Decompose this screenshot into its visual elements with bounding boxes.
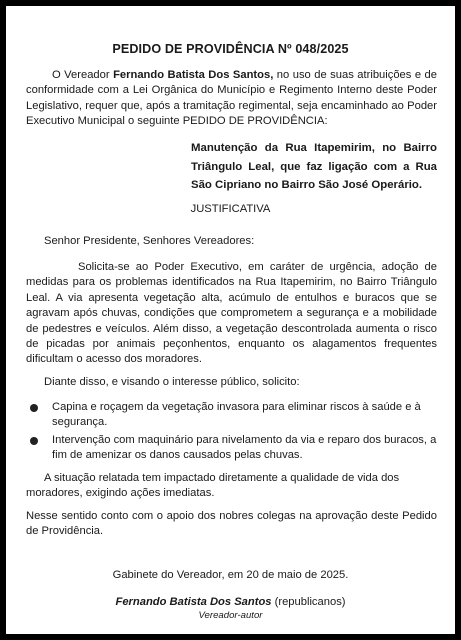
closing-paragraph: Nesse sentido conto com o apoio dos nobres colegas na aprovação deste Pedido de Providência.: [26, 510, 437, 538]
list-item: [26, 400, 437, 431]
bullet-icon: [30, 404, 38, 412]
justification-text: Solicita-se ao Poder Executivo, em caráter de urgência, adoção de medidas para os problemas identificados na Rua Itapemirim, no Bairro Triângulo Leal. A via apresenta vegetação alta, acúmulo de entulhos e buracos que se agravam após chuvas, condições que comprometem a segurança e a mobilidade de pedestres e veículos. Além disso, a vegetação descontrolada aumenta o risco de picadas por animais peçonhentos, enquanto os alagamentos frequentes dificultam o acesso dos moradores.: [26, 261, 437, 366]
signature-name: Fernando Batista Dos Santos: [115, 596, 272, 608]
request-intro: Diante disso, e visando o interesse público, solicito:: [44, 376, 300, 388]
bullet-icon: [30, 437, 38, 445]
place-date: Gabinete do Vereador, em 20 de maio de 2025.: [112, 569, 349, 581]
justification-heading: JUSTIFICATIVA: [190, 203, 271, 215]
situation-text: A situação relatada tem impactado diretamente a qualidade de vida dos moradores, exigindo ações imediatas.: [26, 472, 400, 500]
situation-paragraph: [26, 471, 437, 502]
justification-body: [26, 260, 437, 368]
request-subject: Manutenção da Rua Itapemirim, no Bairro Triângulo Leal, que faz ligação com a Rua São Cipriano no Bairro São José Operário.: [191, 142, 437, 191]
list-item-text: Capina e roçagem da vegetação invasora para eliminar riscos à saúde e à segurança.: [52, 401, 421, 429]
intro-text: no uso de suas atribuições e de conformidade com a Lei Orgânica do Município e Regimento Interno deste Poder Legislativo, requer que, após a tramitação regimental, seja encaminhado ao Poder Executivo Municipal o seguinte PEDIDO DE PROVIDÊNCIA:: [26, 69, 437, 128]
list-item-text: Intervenção com maquinário para nivelamento da via e reparo dos buracos, a fim de amenizar os danos causados pelas chuvas.: [52, 433, 437, 462]
councilor-name: Fernando Batista Dos Santos,: [113, 69, 274, 81]
request-list: [26, 400, 437, 466]
intro-prefix: O Vereador: [52, 69, 114, 81]
signature-role: Vereador-autor: [198, 610, 263, 621]
intro-paragraph: [26, 68, 437, 130]
document-page: [6, 6, 455, 634]
signature-block: [6, 596, 455, 622]
document-title: PEDIDO DE PROVIDÊNCIA Nº 048/2025: [112, 42, 349, 56]
list-item: [26, 433, 437, 464]
signature-party: (republicanos): [271, 596, 346, 608]
salutation: Senhor Presidente, Senhores Vereadores:: [44, 235, 255, 247]
